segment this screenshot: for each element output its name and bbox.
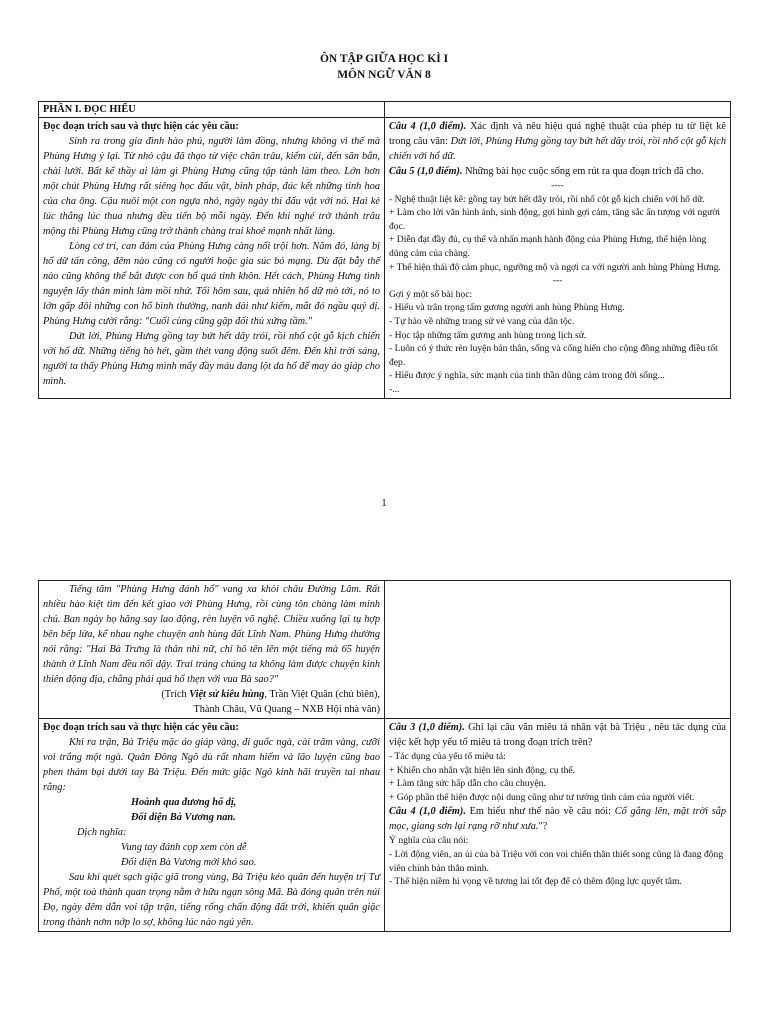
translation-line: Vung tay đánh cọp xem còn dễ xyxy=(121,842,247,853)
question-4b-end: "? xyxy=(538,821,548,833)
page-number: 1 xyxy=(381,497,387,509)
passage-paragraph: Lòng cơ trí, can đảm của Phùng Hưng càng nổi trội hơn. Năm đó, làng bị hổ dữ tấn công, đêm nào cũng có người hoặc gia súc bỏ mạng. Dù đặt bẫy thế nào cũng không thể bắt được con hổ quá tinh khôn. Hết cách, Phùng Hưng tình nguyện lấy thân mình làm mồi nhử. Tối hôm sau, quả nhiên hổ dữ mò tới, nó to lớn gấp đôi những con hổ bình thường, nanh dài như kiếm, mắt đỏ ngầu quỷ dị. Phùng Hưng cười rằng: "Cuối cùng cũng gặp đối thủ xứng tầm." xyxy=(43,241,380,327)
citation-book-title: Việt sử kiêu hùng xyxy=(189,689,265,700)
question-4b-quote: Cổ gắng lên, mặt trời sắp mọc, giang sơn lại rạng rỡ như xưa. xyxy=(389,806,727,833)
answer-line: - Luôn có ý thức rèn luyện bản thân, sống và cống hiến cho cộng đồng những điều tốt đẹp. xyxy=(389,343,718,368)
page1-table xyxy=(38,101,731,399)
answer-line: - Tự hào về những trang sử vẻ vang của dân tộc. xyxy=(389,315,575,327)
empty-cell xyxy=(385,581,731,719)
passage-paragraph: Dứt lời, Phùng Hưng gồng tay bứt hết dây trói, rồi nhổ cột gỗ kịch chiến với hổ dữ. Những tiếng hò hét, gầm thét vang động suốt đêm. Đến khi trời sáng, người ta thấy Phùng Hưng mình mẩy đầy máu đang lột da hổ để may áo giáp cho mình. xyxy=(43,331,380,387)
answer-line: - Tác dụng của yếu tố miêu tả: xyxy=(389,751,506,762)
passage-continuation-cell xyxy=(39,581,385,719)
citation-prefix: (Trích xyxy=(161,689,190,700)
passage-heading: Đọc đoạn trích sau và thực hiện các yêu cầu: xyxy=(43,121,239,132)
answer-line: + Làm cho lời văn hình ảnh, sinh động, gợi hình gợi cảm, tăng sắc ấn tượng với người đọc. xyxy=(389,207,721,232)
document-subtitle: MÔN NGỮ VĂN 8 xyxy=(337,69,431,81)
section-title: PHẦN I. ĐỌC HIỂU xyxy=(39,102,385,118)
answer-line: - Thể hiện niềm hi vọng về tương lai tốt đẹp để có thêm động lực quyết tâm. xyxy=(389,876,682,888)
passage-paragraph: Khi ra trận, Bà Triệu mặc áo giáp vàng, đi guốc ngà, cài trâm vàng, cưỡi voi trắng một ngà. Quân Đông Ngô dù rất nham hiểm và lão luyện cũng bao phen thảm bại dưới tay Bà Triệu. Đến mức giặc Ngô kinh hãi truyền tai nhau rằng: xyxy=(43,737,380,793)
answer-intro: Ý nghĩa của câu nói: xyxy=(389,835,469,847)
question-5-label: Câu 5 (1,0 điểm). xyxy=(389,166,463,177)
answer-line: + Diễn đạt đầy đủ, cụ thể và nhấn mạnh hành động của Phùng Hưng, thể hiện lòng dũng cảm của chàng. xyxy=(389,234,707,259)
answer-line: + Thể hiện thái độ cảm phục, ngưỡng mộ và ngợi ca với người anh hùng Phùng Hưng. xyxy=(389,261,721,273)
question-3-label: Câu 3 (1,0 điểm). xyxy=(389,722,465,733)
question-4-text: Xác định và nêu hiệu quả nghệ thuật của phép tu từ liệt kê trong câu văn: xyxy=(389,121,727,147)
document-title: ÔN TẬP GIỮA HỌC KÌ I xyxy=(319,53,449,65)
answer-line: + Góp phần thể hiện được nội dung cũng như tư tưởng tình cảm của người viết. xyxy=(389,791,695,803)
questions-answers-2-cell xyxy=(385,719,731,932)
translation-label: Dịch nghĩa: xyxy=(77,827,127,838)
passage-heading: Đọc đoạn trích sau và thực hiện các yêu cầu: xyxy=(43,722,239,733)
question-4b-text: Em hiểu như thế nào về câu nói: xyxy=(469,806,611,818)
reading-passage-cell xyxy=(39,118,385,399)
page2-table xyxy=(38,580,731,932)
answer-line: -... xyxy=(389,383,400,395)
passage-paragraph: Sinh ra trong gia đình hào phú, người làm đồng, nhưng không vì thế mà Phùng Hưng ỷ lại. Từ nhỏ cậu đã thạo từ việc chăn trâu, kiếm củi, đến săn bắn, chài lưới. Bất kể thầy ai làm gì Phùng Hưng cũng tập tành làm theo. Lớn hơn một chút Phùng Hưng rất siêng học đấu vật, binh pháp, đúc kết những tinh hoa của cha ông. Cậu nuôi một con ngựa nhỏ, ngày ngày thi đấu vật với nó. Hai kẻ lúc thắng lúc thua nhưng đều tiến bộ mỗi ngày. Đến khi nghé trở thành trâu mộng thì Phùng Hưng cũng trở thành chàng trai khoẻ mạnh nhất làng. xyxy=(43,136,380,237)
answer-line: - Hiểu và trân trọng tấm gương người anh hùng Phùng Hưng. xyxy=(389,302,625,314)
question-5-text: Những bài học cuộc sống em rút ra qua đoạn trích đã cho. xyxy=(465,166,704,177)
question-4b-label: Câu 4 (1,0 điểm). xyxy=(389,806,466,818)
citation-publisher: Thành Châu, Vũ Quang – NXB Hội nhà văn) xyxy=(193,704,380,715)
section-title-empty-cell xyxy=(385,102,731,118)
answer-line: - Lời động viên, an ủi của bà Triệu với con voi chiến thân thiết song cũng là đang động viên chính bản thân mình. xyxy=(389,848,724,874)
separator: ---- xyxy=(551,180,564,191)
questions-answers-cell xyxy=(385,118,731,399)
answer-line: - Hiểu được ý nghĩa, sức mạnh của tinh thần dũng cảm trong đời sống... xyxy=(389,370,665,382)
reading-passage-2-cell xyxy=(39,719,385,932)
citation-author: , Trần Việt Quân (chủ biên), xyxy=(264,689,380,700)
question-3-text: Ghi lại câu văn miêu tả nhân vật bà Triệu , nêu tác dụng của việc kết hợp yếu tố miêu tả trong đoạn trích trên? xyxy=(389,722,726,748)
passage-paragraph: Tiếng tăm "Phùng Hưng đánh hổ" vang xa khỏi châu Đường Lâm. Rất nhiều hào kiệt tìm đến kết giao với Phùng Hưng, rồi cùng tôn chàng làm minh chủ. Ban ngày họ hăng say lao động, rèn luyện võ nghệ. Chiều xuống lại tụ hợp bên bếp lửa, kể nhau nghe chuyện anh hùng đất Lĩnh Nam. Phùng Hưng thường nói rằng: "Hai Bà Trưng là thân nhi nữ, chỉ hô tên lên một tiếng mà 65 huyện thành ở Lĩnh Nam đều nổi dậy. Trai tráng chúng ta không làm được chuyện kinh thiên động địa, chẳng phải quá hổ thẹn với vua Bà sao?" xyxy=(43,584,380,685)
separator: --- xyxy=(552,275,563,287)
answer-intro: Gợi ý một số bài học: xyxy=(389,288,473,300)
question-4-label: Câu 4 (1,0 điểm). xyxy=(389,121,467,132)
answer-line: + Khiến cho nhân vật hiện lên sinh động, cụ thể. xyxy=(389,764,576,776)
passage-paragraph: Sau khi quét sạch giặc giã trong vùng, Bà Triệu kéo quân đến huyện trị Tư Phố, một toà thành quan trọng nằm ở hữu ngạn sông Mã. Bà đóng quân trên núi Đọ, ngày đêm dẫn voi tập trận, tiếng rống chấn động đất trời, khiến quân giặc trong thành nơm nớp lo sợ, không lúc nào ngủ yên. xyxy=(43,872,380,928)
poem-line: Hoành qua đương hổ dị, xyxy=(131,797,237,808)
translation-line: Đối diện Bà Vương mới khó sao. xyxy=(121,857,257,868)
question-4-quote: Dứt lời, Phùng Hưng gồng tay bứt hết dây trói, rồi nhổ cột gỗ kịch chiến với hổ dữ. xyxy=(389,136,727,162)
poem-line: Đối diện Bà Vương nan. xyxy=(131,812,236,823)
answer-line: - Nghệ thuật liệt kê: gồng tay bứt hết dây trói, rồi nhổ cột gỗ kịch chiến với hổ dữ. xyxy=(389,193,705,205)
answer-line: - Học tập những tấm gương anh hùng trong lịch sử. xyxy=(389,329,587,341)
answer-line: + Làm tăng sức hấp dẫn cho câu chuyện. xyxy=(389,778,546,790)
